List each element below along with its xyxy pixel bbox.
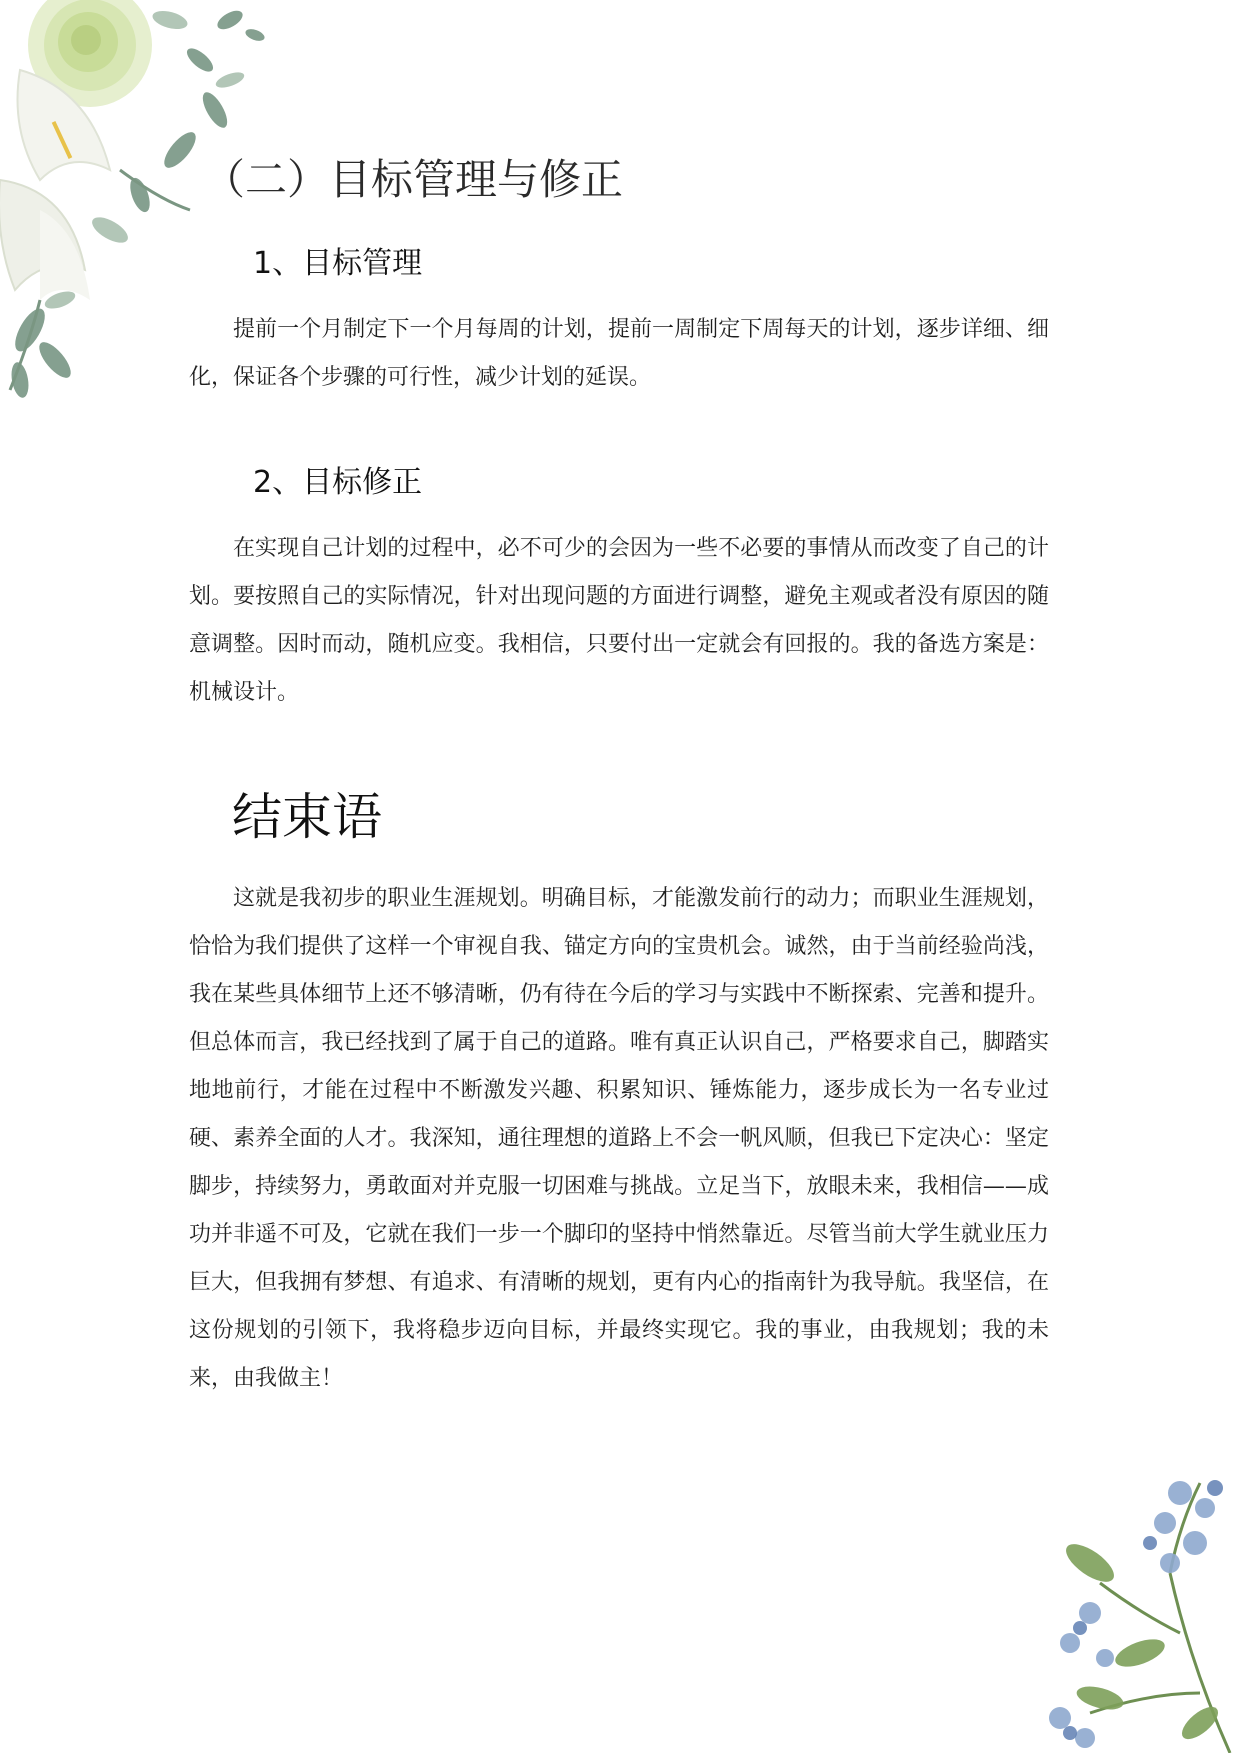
conclusion-paragraph: 这就是我初步的职业生涯规划。明确目标，才能激发前行的动力；而职业生涯规划，恰恰为我们提供了这样一个审视自我、锚定方向的宝贵机会。诚然，由于当前经验尚浅，我在某些具体细节上还不够清晰，仍有待在今后的学习与实践中不断探索、完善和提升。但总体而言，我已经找到了属于自己的道路。唯有真正认识自己，严格要求自己，脚踏实地地前行，才能在过程中不断激发兴趣、积累知识、锤炼能力，逐步成长为一名专业过硬、素养全面的人才。我深知，通往理想的道路上不会一帆风顺，但我已下定决心：坚定脚步，持续努力，勇敢面对并克服一切困难与挑战。立足当下，放眼未来，我相信——成功并非遥不可及，它就在我们一步一个脚印的坚持中悄然靠近。尽管当前大学生就业压力巨大，但我拥有梦想、有追求、有清晰的规划，更有内心的指南针为我导航。我坚信，在这份规划的引领下，我将稳步迈向目标，并最终实现它。我的事业，由我规划；我的未来，由我做主！ (189, 886, 1049, 1391)
floral-corner-bottom-right-image (1030, 1463, 1240, 1753)
goal-correction-heading: 2、目标修正 (253, 465, 423, 500)
goal-management-heading: 1、目标管理 (253, 246, 423, 281)
goal-management-paragraph: 提前一个月制定下一个月每周的计划，提前一周制定下周每天的计划，逐步详细、细化，保证各个步骤的可行性，减少计划的延误。 (189, 317, 1049, 390)
goal-correction-paragraph: 在实现自己计划的过程中，必不可少的会因为一些不必要的事情从而改变了自己的计划。要按照自己的实际情况，针对出现问题的方面进行调整，避免主观或者没有原因的随意调整。因时而动，随机应变。我相信，只要付出一定就会有回报的。我的备选方案是：机械设计。 (189, 536, 1049, 705)
conclusion-heading: 结束语 (232, 788, 382, 846)
section-heading: （二）目标管理与修正 (203, 155, 624, 204)
